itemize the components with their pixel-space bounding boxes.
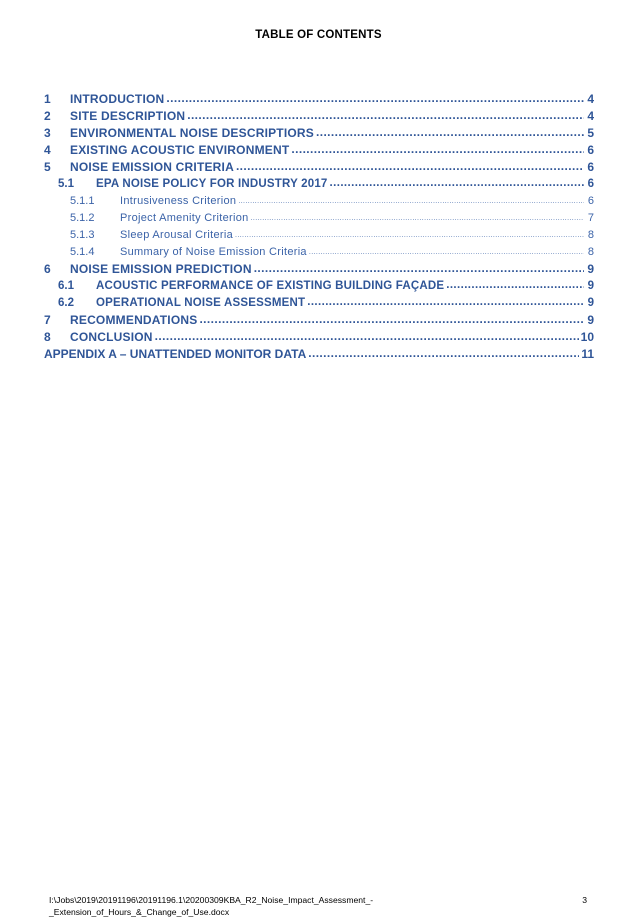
toc-entry-recommendations[interactable] [44, 312, 594, 329]
toc-entry-introduction[interactable] [44, 91, 594, 108]
toc-entry-page: 9 [587, 280, 594, 292]
toc-entry-title: INTRODUCTION [70, 92, 165, 106]
toc-entry-number: 6.2 [58, 297, 74, 309]
dot-leader [307, 294, 584, 311]
dot-leader [187, 107, 584, 124]
dot-leader [291, 141, 584, 158]
toc-entry-title: Summary of Noise Emission Criteria [120, 246, 307, 258]
toc-entry-page: 4 [587, 92, 594, 106]
toc-entry-intrusiveness-criterion[interactable] [44, 193, 594, 210]
dot-leader [251, 209, 584, 227]
toc-entry-number: 5.1.1 [70, 195, 95, 207]
toc-entry-project-amenity-criterion[interactable] [44, 210, 594, 227]
toc-entry-title: SITE DESCRIPTION [70, 109, 186, 123]
toc-entry-sleep-arousal-criteria[interactable] [44, 227, 594, 244]
toc-entry-number: 6.1 [58, 280, 74, 292]
file-path-line-1: I:\Jobs\2019\20191196\20191196.1\20200309KBA_R2_Noise_Impact_Assessment_- [49, 895, 374, 905]
dot-leader [199, 311, 584, 328]
toc-entry-title: Project Amenity Criterion [120, 212, 249, 224]
toc-entry-page: 7 [587, 212, 594, 224]
dot-leader [254, 260, 584, 277]
toc-entry-noise-emission-prediction[interactable] [44, 261, 594, 278]
toc-entry-title: Intrusiveness Criterion [120, 195, 237, 207]
toc-entry-page: 8 [587, 229, 594, 241]
toc-entry-page: 10 [580, 330, 594, 344]
toc-entry-page: 11 [581, 347, 594, 361]
page-number: 3 [582, 895, 587, 905]
toc-entry-title: EPA NOISE POLICY FOR INDUSTRY 2017 [96, 178, 328, 190]
toc-entry-title: Sleep Arousal Criteria [120, 229, 233, 241]
file-path [49, 894, 429, 918]
toc-entry-page: 9 [587, 313, 594, 327]
toc-entry-number: 5.1.4 [70, 246, 95, 258]
toc-entry-operational-noise-assessment[interactable] [44, 295, 594, 312]
toc-entry-page: 4 [587, 109, 594, 123]
toc-entry-number: 3 [44, 126, 51, 140]
toc-entry-page: 9 [587, 262, 594, 276]
dot-leader [316, 124, 584, 141]
toc-entry-page: 6 [587, 178, 594, 190]
dot-leader [330, 175, 584, 192]
toc-entry-number: 5.1 [58, 178, 74, 190]
toc-entry-page: 8 [587, 246, 594, 258]
toc-entry-summary-noise-emission-criteria[interactable] [44, 244, 594, 261]
toc-entry-number: 2 [44, 109, 51, 123]
dot-leader [308, 345, 579, 362]
dot-leader [238, 192, 584, 210]
toc-entry-appendix-a[interactable] [44, 346, 594, 363]
file-path-line-2: _Extension_of_Hours_&_Change_of_Use.docx [49, 907, 230, 917]
toc-entry-title: EXISTING ACOUSTIC ENVIRONMENT [70, 143, 290, 157]
toc-entry-environmental-noise-descriptors[interactable] [44, 125, 594, 142]
toc-entry-site-description[interactable] [44, 108, 594, 125]
toc-entry-page: 5 [587, 126, 594, 140]
toc-entry-title: OPERATIONAL NOISE ASSESSMENT [96, 297, 306, 309]
toc-entry-title: APPENDIX A – UNATTENDED MONITOR DATA [44, 347, 307, 361]
toc-entry-title: ACOUSTIC PERFORMANCE OF EXISTING BUILDING FAÇADE [96, 280, 445, 292]
toc-entry-number: 1 [44, 92, 51, 106]
page-title: TABLE OF CONTENTS [255, 29, 382, 41]
toc-entry-number: 5.1.3 [70, 229, 95, 241]
toc-entry-conclusion[interactable] [44, 329, 594, 346]
dot-leader [235, 226, 584, 244]
toc-entry-epa-noise-policy[interactable] [44, 176, 594, 193]
toc-entry-page: 6 [587, 195, 594, 207]
toc-entry-title: NOISE EMISSION CRITERIA [70, 160, 234, 174]
toc-entry-title: RECOMMENDATIONS [70, 313, 198, 327]
toc-entry-page: 6 [587, 160, 594, 174]
toc-entry-number: 7 [44, 313, 51, 327]
toc-entry-number: 8 [44, 330, 51, 344]
table-of-contents [44, 91, 594, 363]
toc-entry-number: 5 [44, 160, 51, 174]
dot-leader [309, 243, 584, 261]
toc-entry-page: 9 [587, 297, 594, 309]
dot-leader [446, 277, 584, 294]
toc-entry-title: CONCLUSION [70, 330, 153, 344]
toc-entry-existing-acoustic-environment[interactable] [44, 142, 594, 159]
toc-entry-noise-emission-criteria[interactable] [44, 159, 594, 176]
dot-leader [155, 328, 579, 345]
page-footer [49, 894, 609, 918]
toc-entry-number: 5.1.2 [70, 212, 95, 224]
toc-entry-title: NOISE EMISSION PREDICTION [70, 262, 252, 276]
dot-leader [236, 158, 584, 175]
toc-entry-page: 6 [587, 143, 594, 157]
toc-entry-number: 6 [44, 262, 51, 276]
toc-entry-number: 4 [44, 143, 51, 157]
toc-entry-acoustic-performance-facade[interactable] [44, 278, 594, 295]
toc-entry-title: ENVIRONMENTAL NOISE DESCRIPTIORS [70, 126, 314, 140]
dot-leader [166, 90, 584, 107]
